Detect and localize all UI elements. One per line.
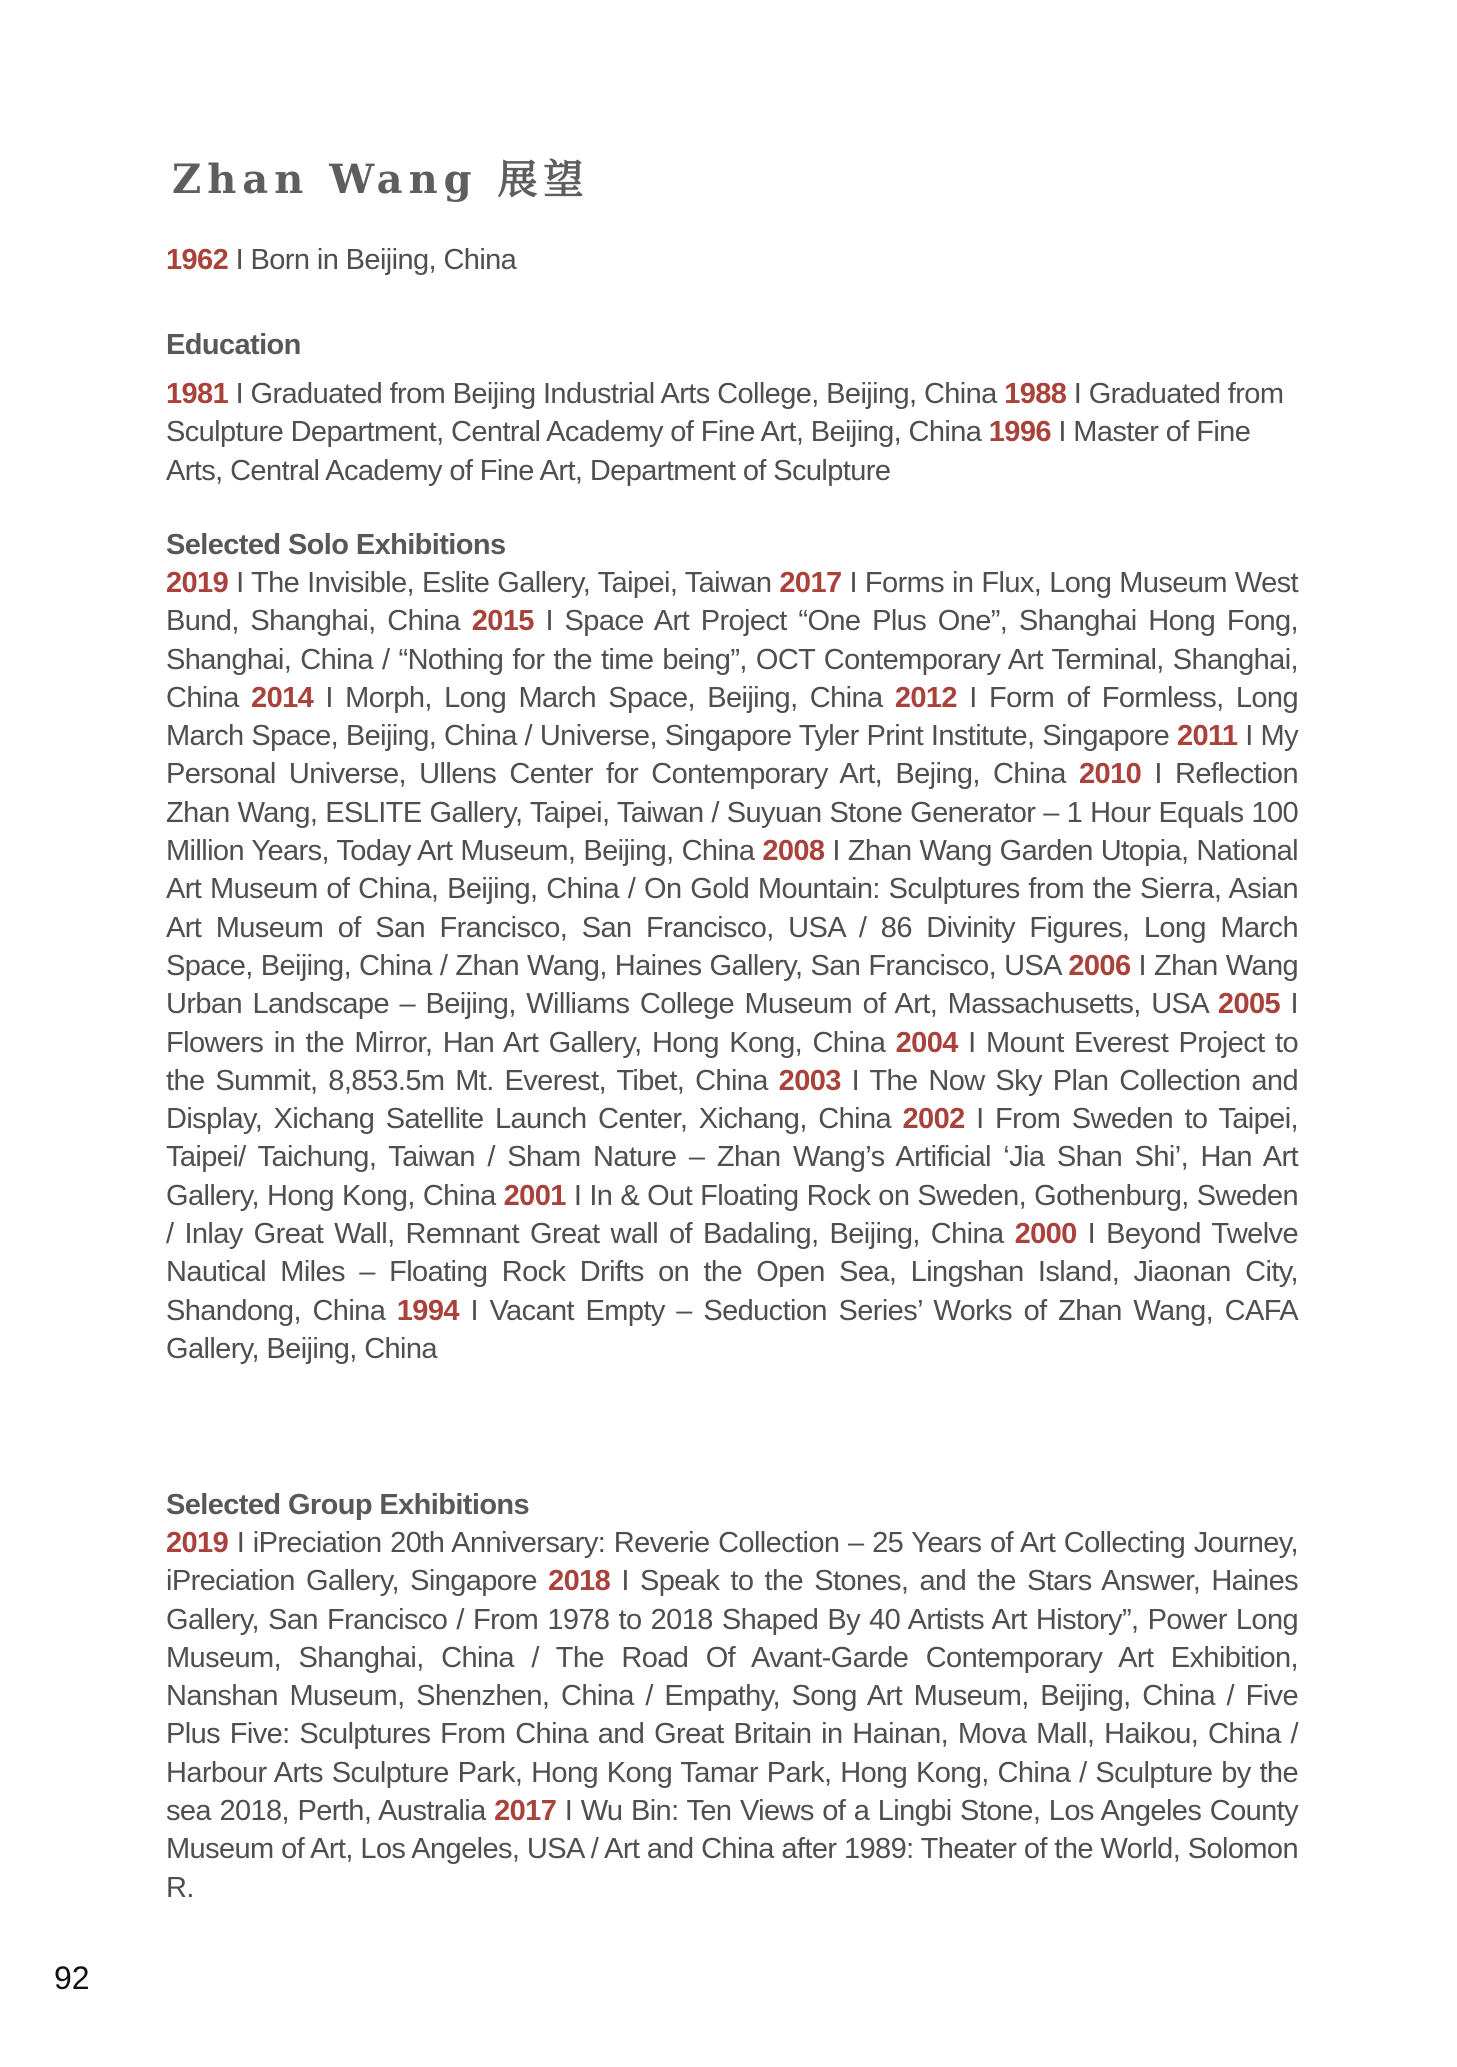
separator: I (610, 1565, 640, 1598)
entry-text: Vacant Empty – Seduction Series’ Works of Zhan Wang, CAFA Gallery, Beijing, China (166, 1294, 1298, 1365)
separator: I (458, 1294, 490, 1327)
year-label: 1996 (988, 416, 1051, 449)
year-label: 2003 (778, 1064, 841, 1097)
year-label: 2012 (894, 681, 957, 714)
entry-text: Wu Bin: Ten Views of a Lingbi Stone, Los Angeles County Museum of Art, Los Angeles, USA / Art and China after 1989: Theater of the World, Solomon R. (166, 1795, 1299, 1904)
section-heading: Education (166, 329, 301, 361)
entry-text: Reflection Zhan Wang, ESLITE Gallery, Taipei, Taiwan / Suyuan Stone Generator – 1 Hour Equals 100 Million Years, Today Art Museum, Beijing, China (166, 758, 1298, 868)
separator: I (228, 567, 252, 599)
education-section (166, 326, 1298, 490)
separator: I (841, 567, 865, 599)
entry-text: Zhan Wang Urban Landscape – Beijing, Williams College Museum of Art, Massachusetts, USA (166, 949, 1299, 1021)
separator: I (1237, 720, 1261, 753)
entry (166, 1565, 1298, 1827)
year-label: 1981 (166, 378, 229, 410)
separator: I (556, 1795, 581, 1828)
born-line (166, 244, 516, 277)
year-label: 2001 (503, 1179, 566, 1212)
entry-text: Form of Formless, Long March Space, Beijing, China / Universe, Singapore Tyler Print Institute, Singapore (166, 681, 1298, 753)
separator: I (1280, 988, 1298, 1021)
separator: I (313, 681, 346, 714)
entry-text: Speak to the Stones, and the Stars Answer, Haines Gallery, San Francisco / From 1978 to 2018 Shaped By 40 Artists Art History”, Power Long Museum, Shanghai, China / The Road Of Avant-Garde Contemporary Art Exhibition, Nanshan Museum, Shenzhen, China / Empathy, Song Art Museum, Beijing, China / Five Plus Five: Sculptures From China and Great Britain in Hainan, Mova Mall, Haikou, China / Harbour Arts Sculpture Park, Hong Kong Tamar Park, Hong Kong, China / Sculpture by the sea 2018, Perth, Australia (166, 1565, 1298, 1828)
entry (166, 378, 997, 410)
year-label: 2015 (471, 605, 534, 638)
separator: I (964, 1103, 996, 1136)
entry-text: Zhan Wang Garden Utopia, National Art Museum of China, Beijing, China / On Gold Mountain: Sculptures from the Sierra, Asian Art Museum of San Francisco, San Francisco, USA / 86 Divinity Figures, Long March Space, Beijing, China / Zhan Wang, Haines Gallery, San Francisco, USA (166, 835, 1298, 982)
year-label: 2005 (1217, 988, 1281, 1021)
year-label: 1994 (396, 1294, 459, 1327)
group-exhibitions-body (166, 1524, 1298, 1907)
year-label: 2017 (779, 567, 842, 599)
page-number: 92 (54, 1960, 90, 1996)
separator: I (956, 681, 989, 714)
entry-text: Space Art Project “One Plus One”, Shanghai Hong Fong, Shanghai, China / “Nothing for the time being”, OCT Contemporary Art Terminal, Shanghai, China (166, 605, 1299, 714)
year-label: 2019 (166, 567, 229, 599)
entry-text: Morph, Long March Space, Beijing, China (345, 681, 883, 714)
year-label: 2010 (1079, 758, 1142, 791)
entry-text: Forms in Flux, Long Museum West Bund, Shanghai, China (166, 567, 1298, 638)
entry-text: The Invisible, Eslite Gallery, Taipei, Taiwan (251, 567, 772, 599)
separator: I (565, 1179, 590, 1212)
year-label: 2018 (548, 1565, 611, 1598)
year-label: 2000 (1014, 1218, 1077, 1251)
born-text: Born in Beijing, China (250, 244, 517, 276)
year-label: 1962 (166, 244, 229, 276)
entry-text: Flowers in the Mirror, Han Art Gallery, Hong Kong, China (166, 1026, 886, 1059)
solo-exhibitions-section (166, 526, 1298, 1368)
solo-exhibitions-body (166, 564, 1298, 1368)
separator: I (1141, 758, 1176, 791)
separator: I (957, 1026, 987, 1059)
entry (166, 567, 771, 599)
year-label: 2014 (251, 681, 314, 714)
entry-text: Beyond Twelve Nautical Miles – Floating Rock Drifts on the Open Sea, Lingshan Island, Jiaonan City, Shandong, China (166, 1218, 1298, 1327)
separator: I (228, 1527, 253, 1559)
entry (251, 682, 883, 714)
separator: I (840, 1064, 870, 1097)
year-label: 2004 (895, 1026, 958, 1059)
separator: I (228, 378, 251, 410)
year-label: 2008 (762, 835, 825, 868)
entry-text: The Now Sky Plan Collection and Display, Xichang Satellite Launch Center, Xichang, China (166, 1064, 1298, 1136)
entry-text: In & Out Floating Rock on Sweden, Gothenburg, Sweden / Inlay Great Wall, Remnant Great wall of Badaling, Beijing, China (166, 1179, 1298, 1251)
entry-text: Graduated from Sculpture Department, Central Academy of Fine Art, Beijing, China (166, 378, 1284, 449)
separator: I (1066, 378, 1089, 410)
separator: I (824, 835, 848, 868)
separator: I (1130, 949, 1154, 982)
year-label: 2006 (1068, 949, 1131, 982)
education-body (166, 375, 1298, 490)
separator: I (1076, 1218, 1107, 1251)
entry-text: Graduated from Beijing Industrial Arts College, Beijing, China (250, 378, 997, 410)
entry-text: My Personal Universe, Ullens Center for Contemporary Art, Bejing, China (166, 720, 1298, 791)
separator: I (1050, 416, 1074, 449)
separator: I (533, 605, 565, 638)
year-label: 2017 (494, 1795, 557, 1828)
group-exhibitions-section (166, 1486, 1298, 1907)
year-label: 1988 (1004, 378, 1067, 410)
year-label: 2011 (1176, 720, 1238, 753)
entry-text: iPreciation 20th Anniversary: Reverie Collection – 25 Years of Art Collecting Journey, iPreciation Gallery, Singapore (166, 1527, 1299, 1598)
section-heading: Selected Group Exhibitions (166, 1489, 530, 1521)
entry-text: Master of Fine Arts, Central Academy of Fine Art, Department of Sculpture (166, 416, 1251, 487)
entry-text: Mount Everest Project to the Summit, 8,853.5m Mt. Everest, Tibet, China (166, 1026, 1298, 1097)
year-label: 2019 (166, 1527, 229, 1559)
section-heading: Selected Solo Exhibitions (166, 529, 506, 561)
page-title: Zhan Wang 展望 (172, 156, 590, 203)
year-label: 2002 (902, 1103, 965, 1136)
entry-text: From Sweden to Taipei, Taipei/ Taichung, Taiwan / Sham Nature – Zhan Wang’s Artificial ‘Jia Shan Shi’, Han Art Gallery, Hong Kong, China (166, 1103, 1298, 1212)
separator: I (235, 244, 244, 276)
